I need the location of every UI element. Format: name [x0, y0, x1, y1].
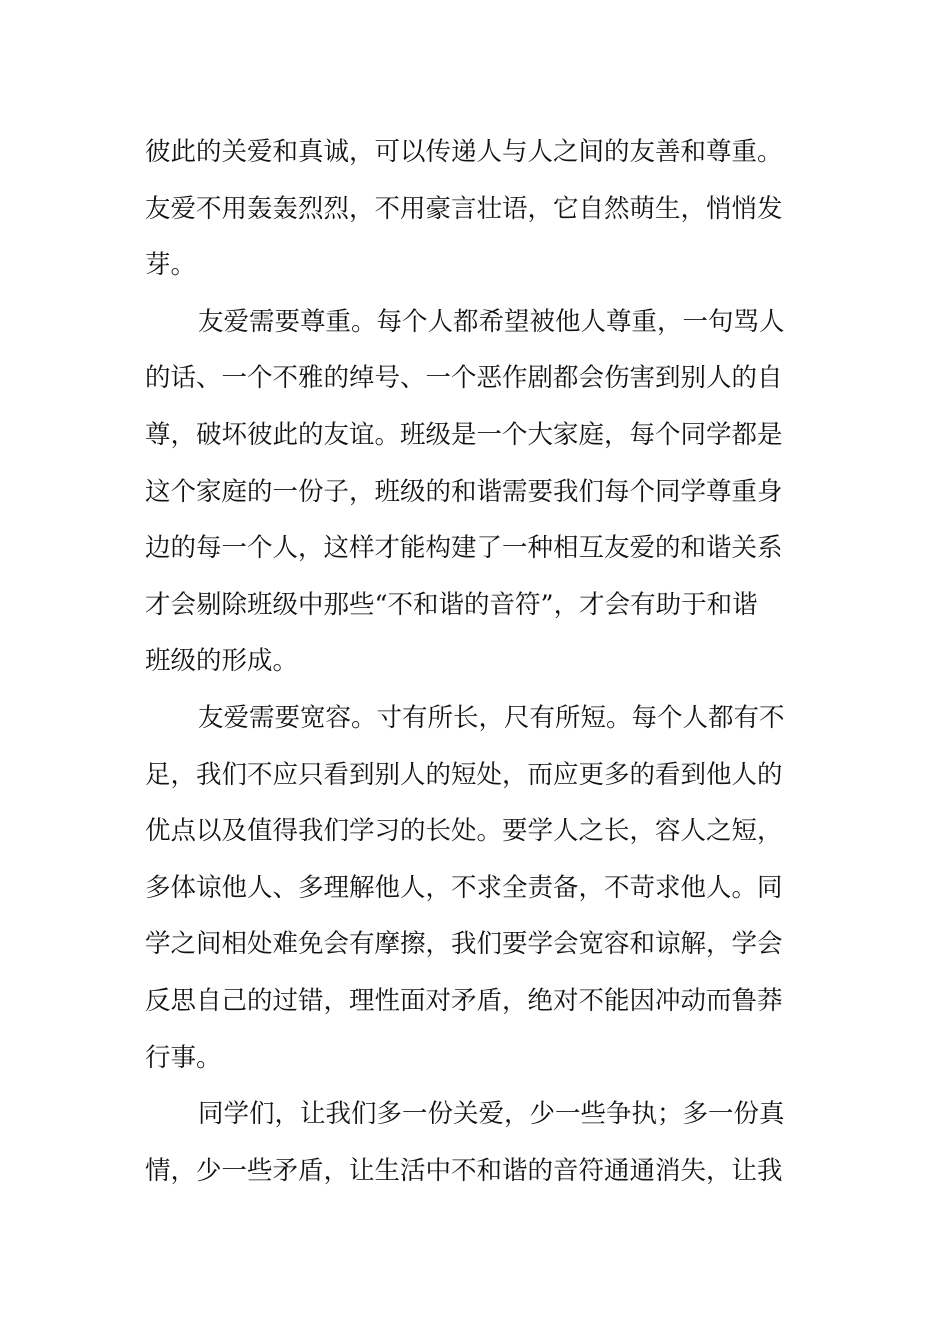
text-line: 芽。	[145, 250, 197, 281]
text-line: 班级的形成。	[145, 646, 299, 677]
paragraph-start-line: 友爱需要宽容。寸有所长，尺有所短。每个人都有不	[198, 702, 785, 733]
text-line: 尊，破坏彼此的友谊。班级是一个大家庭，每个同学都是	[145, 419, 783, 450]
text-line: 优点以及值得我们学习的长处。要学人之长，容人之短，	[145, 816, 783, 847]
text-line: 情，少一些矛盾，让生活中不和谐的音符通通消失，让我	[145, 1155, 783, 1186]
text-line: 反思自己的过错，理性面对矛盾，绝对不能因冲动而鲁莽	[145, 985, 783, 1016]
text-line: 友爱不用轰轰烈烈，不用豪言壮语，它自然萌生，悄悄发	[145, 193, 783, 224]
text-line: 边的每一个人，这样才能构建了一种相互友爱的和谐关系	[145, 533, 783, 564]
text-line: 才会剔除班级中那些“不和谐的音符”，才会有助于和谐	[145, 589, 758, 620]
text-line: 足，我们不应只看到别人的短处，而应更多的看到他人的	[145, 759, 783, 790]
text-line: 行事。	[145, 1042, 222, 1073]
text-line: 学之间相处难免会有摩擦，我们要学会宽容和谅解，学会	[145, 929, 783, 960]
document-body	[145, 124, 810, 1199]
text-line: 多体谅他人、多理解他人，不求全责备，不苛求他人。同	[145, 872, 783, 903]
paragraph-start-line: 友爱需要尊重。每个人都希望被他人尊重，一句骂人	[198, 306, 785, 337]
text-line: 彼此的关爱和真诚，可以传递人与人之间的友善和尊重。	[145, 137, 783, 167]
text-line: 的话、一个不雅的绰号、一个恶作剧都会伤害到别人的自	[145, 363, 783, 394]
paragraph-start-line: 同学们，让我们多一份关爱，少一些争执；多一份真	[198, 1099, 785, 1130]
text-line: 这个家庭的一份子，班级的和谐需要我们每个同学尊重身	[145, 476, 783, 507]
